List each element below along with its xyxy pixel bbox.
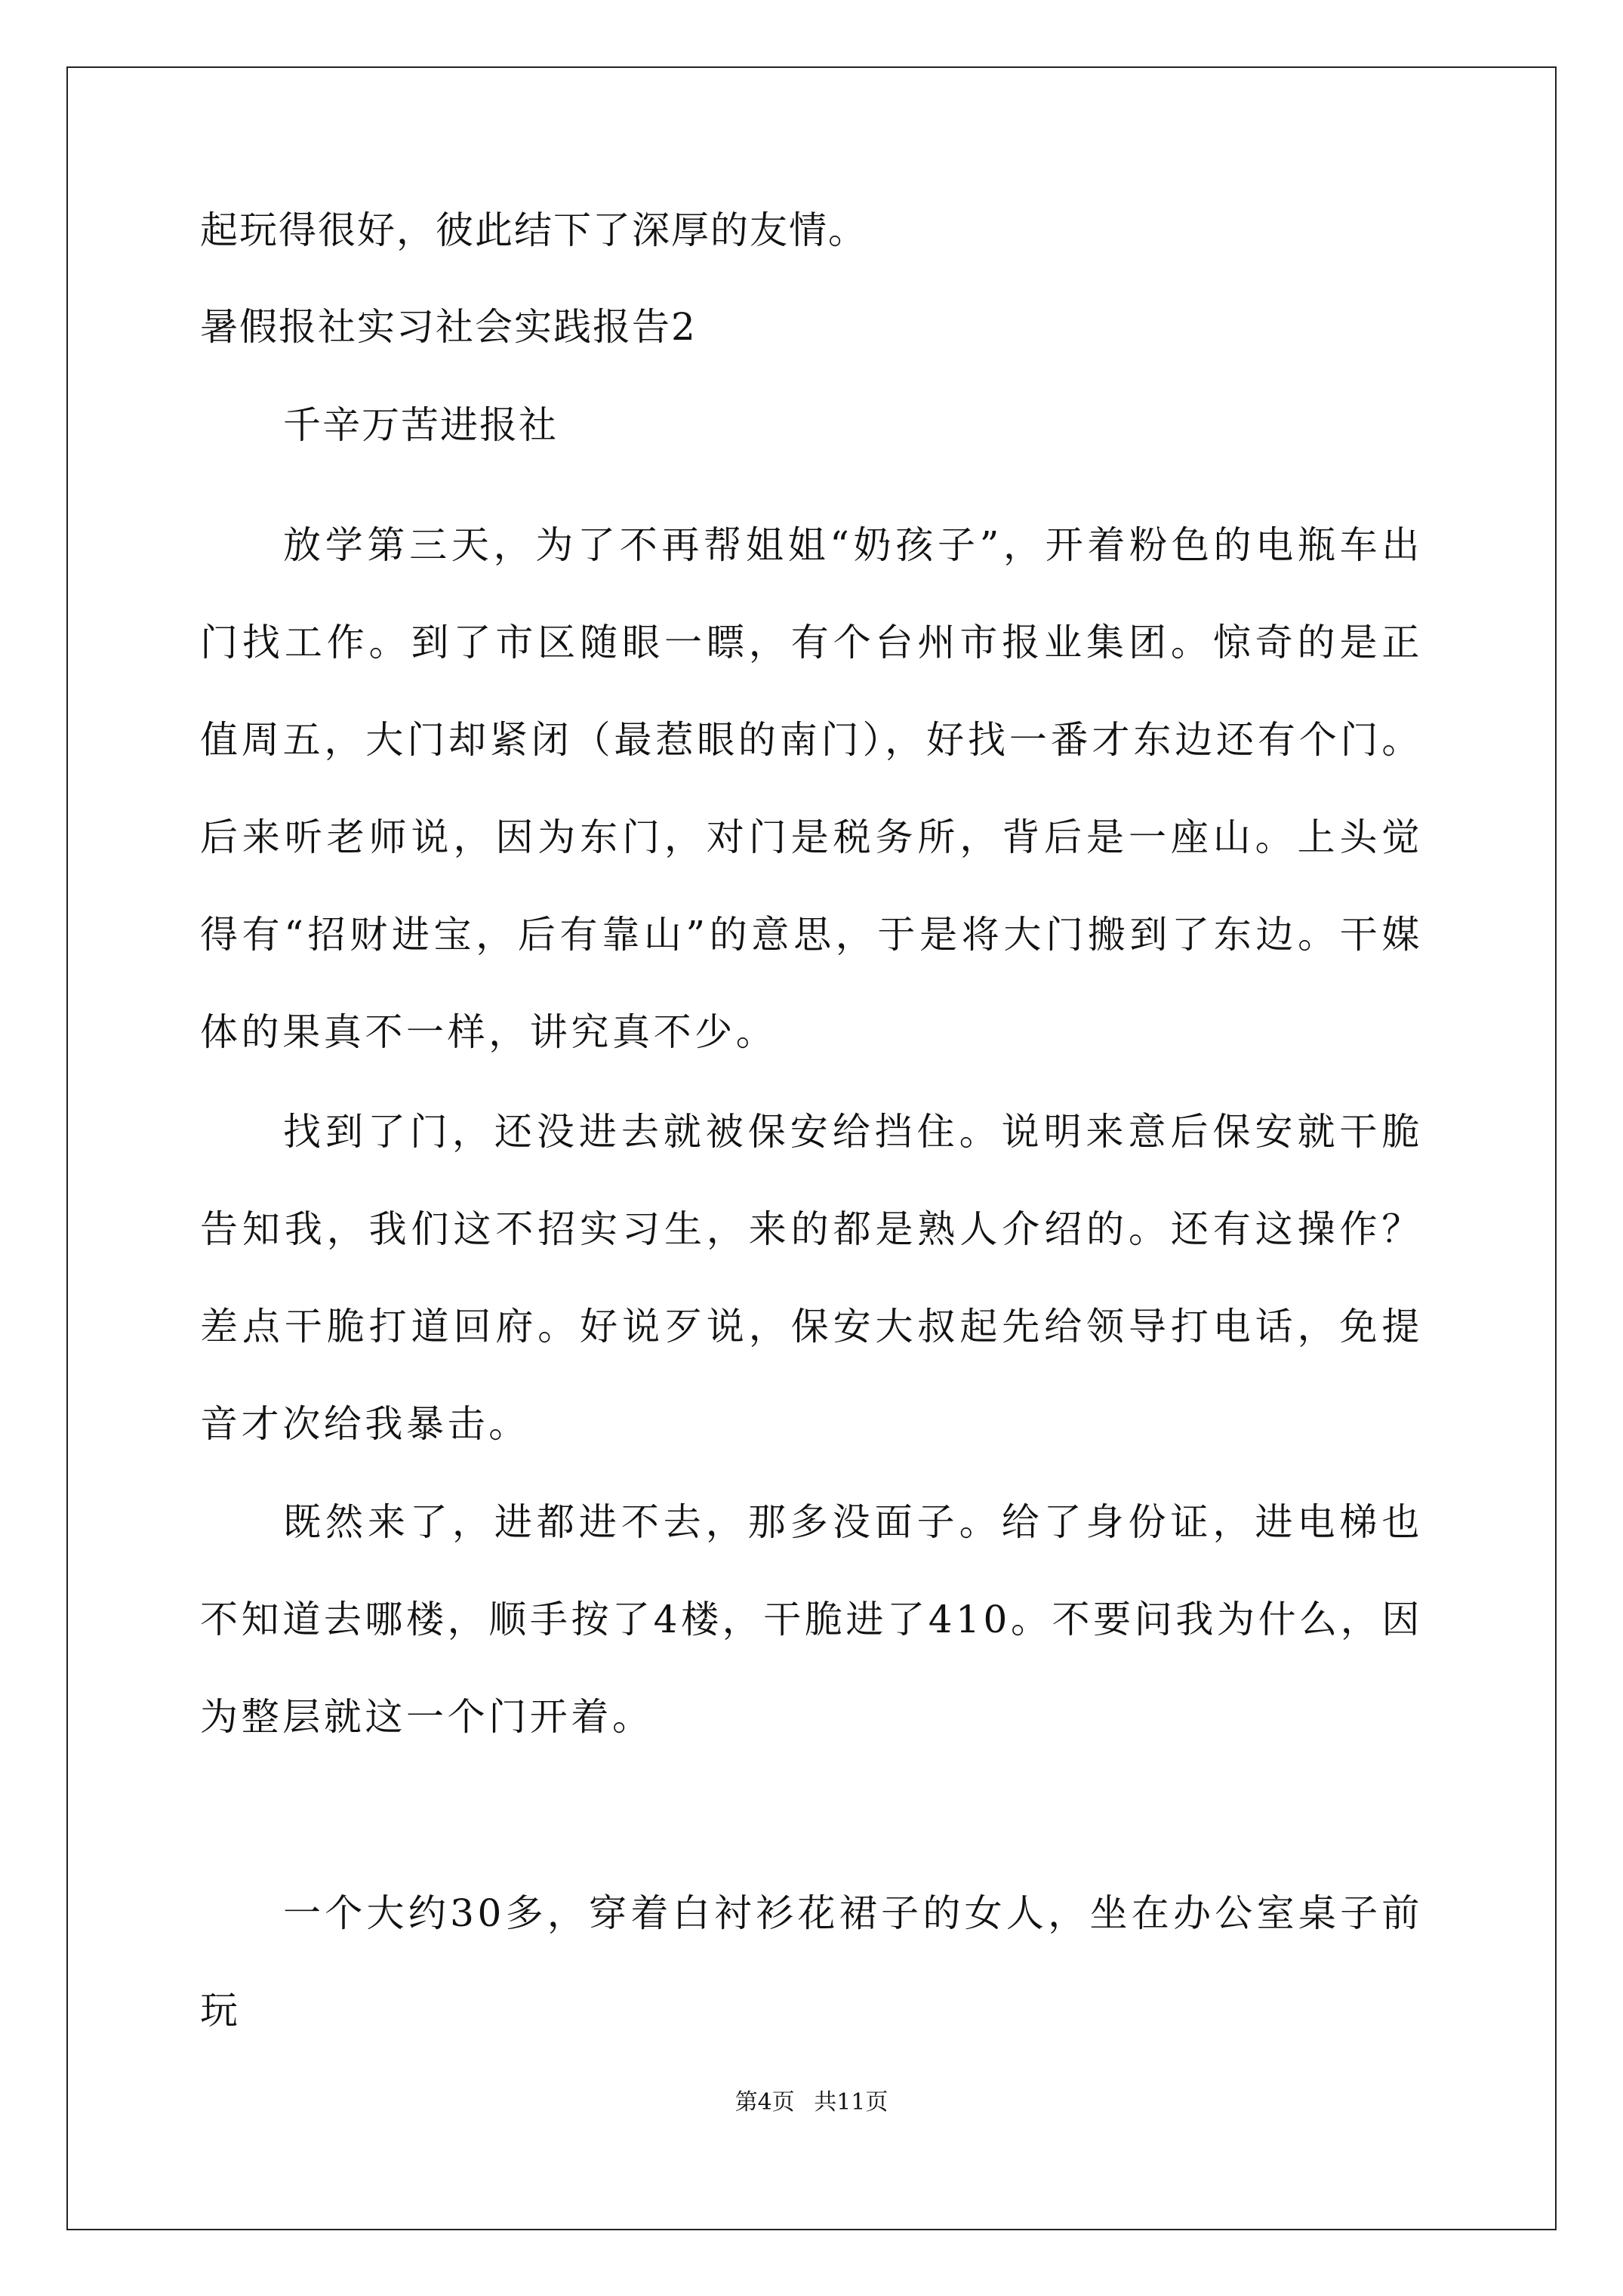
paragraph-3: 既然来了，进都进不去，那多没面子。给了身份证，进电梯也不知道去哪楼，顺手按了4楼，干脆进了410。不要问我为什么，因为整层就这一个门开着。	[200, 1500, 1423, 1739]
page-footer	[0, 2088, 1623, 2118]
section-subtitle: 千辛万苦进报社	[283, 403, 558, 447]
page-total: 共11页	[814, 2089, 888, 2116]
text-line-continuation: 起玩得很好，彼此结下了深厚的友情。	[200, 208, 867, 252]
section-title: 暑假报社实习社会实践报告2	[200, 305, 697, 349]
paragraph-1: 放学第三天，为了不再帮姐姐“奶孩子”，开着粉色的电瓶车出门找工作。到了市区随眼一瞟，有个台州市报业集团。惊奇的是正值周五，大门却紧闭（最惹眼的南门），好找一番才东边还有个门。后来听老师说，因为东门，对门是税务所，背后是一座山。上头觉得有“招财进宝，后有靠山”的意思，于是将大门搬到了东边。干媒体的果真不一样，讲究真不少。	[200, 523, 1423, 1054]
paragraph-2: 找到了门，还没进去就被保安给挡住。说明来意后保安就干脆告知我，我们这不招实习生，来的都是熟人介绍的。还有这操作？差点干脆打道回府。好说歹说，保安大叔起先给领导打电话，免提音才次给我暴击。	[200, 1110, 1423, 1446]
paragraph-4: 一个大约30多，穿着白衬衫花裙子的女人，坐在办公室桌子前玩	[200, 1891, 1423, 2032]
page-number: 第4页	[735, 2089, 795, 2116]
